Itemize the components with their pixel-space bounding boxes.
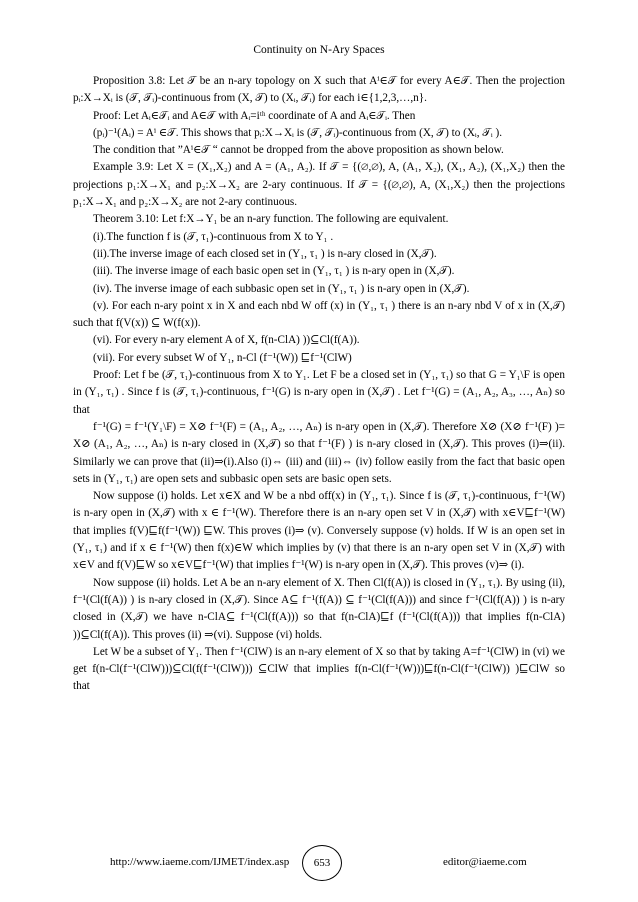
theorem-item-vi: (vi). For every n-ary element A of X, f(n-ClA) ))⊆Cl(f(A)). xyxy=(93,334,360,347)
footer-url[interactable]: http://www.iaeme.com/IJMET/index.asp xyxy=(110,856,290,868)
theorem-item-i: (i).The function f is (𝒯, τ₁)-continuous from X to Y₁ . xyxy=(93,230,334,243)
proof-paragraph-3: Now suppose (i) holds. Let x∈X and W be a nbd off(x) in (Y₁, τ₁). Since f is (𝒯, τ₁)-continuous, f⁻¹(W) is n-ary open in (X,𝒯) with x ∈ f⁻¹(W). Therefore there is an n-ary open set V in (X,𝒯) with x∈V⊑f⁻¹(W) that implies f(V)⊑f(f⁻¹(W)) ⊑W. This proves (i)⇒ (v). Conversely suppose (v) holds. If W is an open set in (Y₁, τ₁) and if x ∈ f⁻¹(W) then f(x)∈W which implies by (v) that there is an n-ary open set V in (X,𝒯) with x∈V and f(V)⊑W so x∈V⊑f⁻¹(W) that implies f⁻¹(W) is n-ary open in (X,𝒯). This proves (v)⇒ (i). xyxy=(73,490,565,572)
proof-paragraph-5: Let W be a subset of Y₁. Then f⁻¹(ClW) is an n-ary element of X so that by taking A=f⁻¹(ClW) in (vi) we get f(n-Cl(f⁻¹(ClW)))⊆Cl(f(f⁻¹(ClW))) ⊆ClW that implies f(n-Cl(f⁻¹(W)))⊑f(n-Cl(f⁻¹(ClW)) )⊑ClW so that xyxy=(73,645,565,693)
theorem-item-vii: (vii). For every subset W of Y₁, n-Cl (f⁻¹(W)) ⊑f⁻¹(ClW) xyxy=(93,351,352,364)
theorem-item-iii: (iii). The inverse image of each basic open set in (Y₁, τ₁ ) is n-ary open in (X,𝒯). xyxy=(93,265,455,278)
proof-paragraph-1: Proof: Let f be (𝒯, τ₁)-continuous from X to Y₁. Let F be a closed set in (Y₁, τ₁) so that G = Y₁\F is open in (Y₁, τ₁) . Since f is (𝒯, τ₁)-continuous, f⁻¹(G) is n-ary open in (X,𝒯) . Let f⁻¹(G) = (A₁, A₂, A₃, …, Aₙ) so that xyxy=(73,369,565,416)
proof-paragraph-4: Now suppose (ii) holds. Let A be an n-ary element of X. Then Cl(f(A)) is closed in (Y₁, τ₁). By using (ii), f⁻¹(Cl(f(A)) ) is n-ary closed in (X,𝒯). Since A⊆ f⁻¹(f(A)) ⊆ f⁻¹(Cl(f(A))) and since f⁻¹(Cl(f(A)) ) is n-ary closed in (X,𝒯) we have n-ClA⊆ f⁻¹(Cl(f(A))) so that f(n-ClA)⊑f (f⁻¹(Cl(f(A))) that implies f(n-ClA) ))⊆Cl(f(A)). This proves (ii) ⇒(vi). Suppose (vi) holds. xyxy=(73,576,565,641)
condition-remark: The condition that ”Aⁱ∈𝒯 “ cannot be dropped from the above proposition as shown below. xyxy=(93,144,504,157)
footer-email[interactable]: editor@iaeme.com xyxy=(443,856,527,868)
theorem-item-v: (v). For each n-ary point x in X and each nbd W off (x) in (Y₁, τ₁ ) there is an n-ary nbd V of x in (X,𝒯) such that f(V(x)) ⊆ W(f(x)). xyxy=(73,299,565,330)
proof-line-1: Proof: Let Aᵢ∈𝒯ᵢ and A∈𝒯 with Aᵢ=iᵗʰ coordinate of A and Aᵢ∈𝒯ᵢ. Then xyxy=(93,109,416,122)
example-3-9: Example 3.9: Let X = (X₁,X₂) and A = (A₁, A₂). If 𝒯 = {(∅,∅), A, (A₁, X₂), (X₁, A₂), (X₁,X₂) then the projections p₁:X→X₁ and p₂:X→X₂ are 2-ary continuous. If 𝒯 = {(∅,∅), A, (X₁,X₂) then the projections p₁:X→X₁ and p₂:X→X₂ are not 2-ary continuous. xyxy=(73,161,565,209)
proof-paragraph-2: f⁻¹(G) = f⁻¹(Y₁\F) = X⊘ f⁻¹(F) = (A₁, A₂, …, Aₙ) is n-ary open in (X,𝒯). Therefore X⊘ (X⊘ f⁻¹(F) )= X⊘ (A₁, A₂, …, Aₙ) is n-ary closed in (X,𝒯) so that f⁻¹(F) ) is n-ary closed in (X,𝒯). This proves (i)⇒(ii). Similarly we can prove that (ii)⇒(i).Also (i)⇔ (iii) and (iii)⇔ (iv) follow easily from the fact that basic open sets in (Y₁, τ₁) are open sets and subbasic open sets are basic open sets. xyxy=(73,420,565,485)
theorem-item-ii: (ii).The inverse image of each closed set in (Y₁, τ₁ ) is n-ary closed in (X,𝒯). xyxy=(93,247,437,260)
page-footer xyxy=(0,845,638,881)
theorem-item-iv: (iv). The inverse image of each subbasic open set in (Y₁, τ₁ ) is n-ary open in (X,𝒯). xyxy=(93,282,470,295)
page-number: 653 xyxy=(302,845,342,881)
page-body xyxy=(73,73,565,696)
proposition-3-8: Proposition 3.8: Let 𝒯 be an n-ary topology on X such that Aⁱ∈𝒯 for every A∈𝒯. Then the projection pᵢ:X→Xᵢ is (𝒯, 𝒯ᵢ)-continuous from (X, 𝒯) to (Xᵢ, 𝒯ᵢ) for each i∈{1,2,3,…,n}. xyxy=(73,75,565,105)
proof-line-2: (pᵢ)⁻¹(Aᵢ) = Aⁱ ∈𝒯. This shows that pᵢ:X→Xᵢ is (𝒯, 𝒯ᵢ)-continuous from (X, 𝒯) to (Xᵢ, 𝒯ᵢ ). xyxy=(93,126,503,139)
running-header: Continuity on N-Ary Spaces xyxy=(253,44,385,56)
theorem-3-10: Theorem 3.10: Let f:X→Y₁ be an n-ary function. The following are equivalent. xyxy=(93,213,449,226)
